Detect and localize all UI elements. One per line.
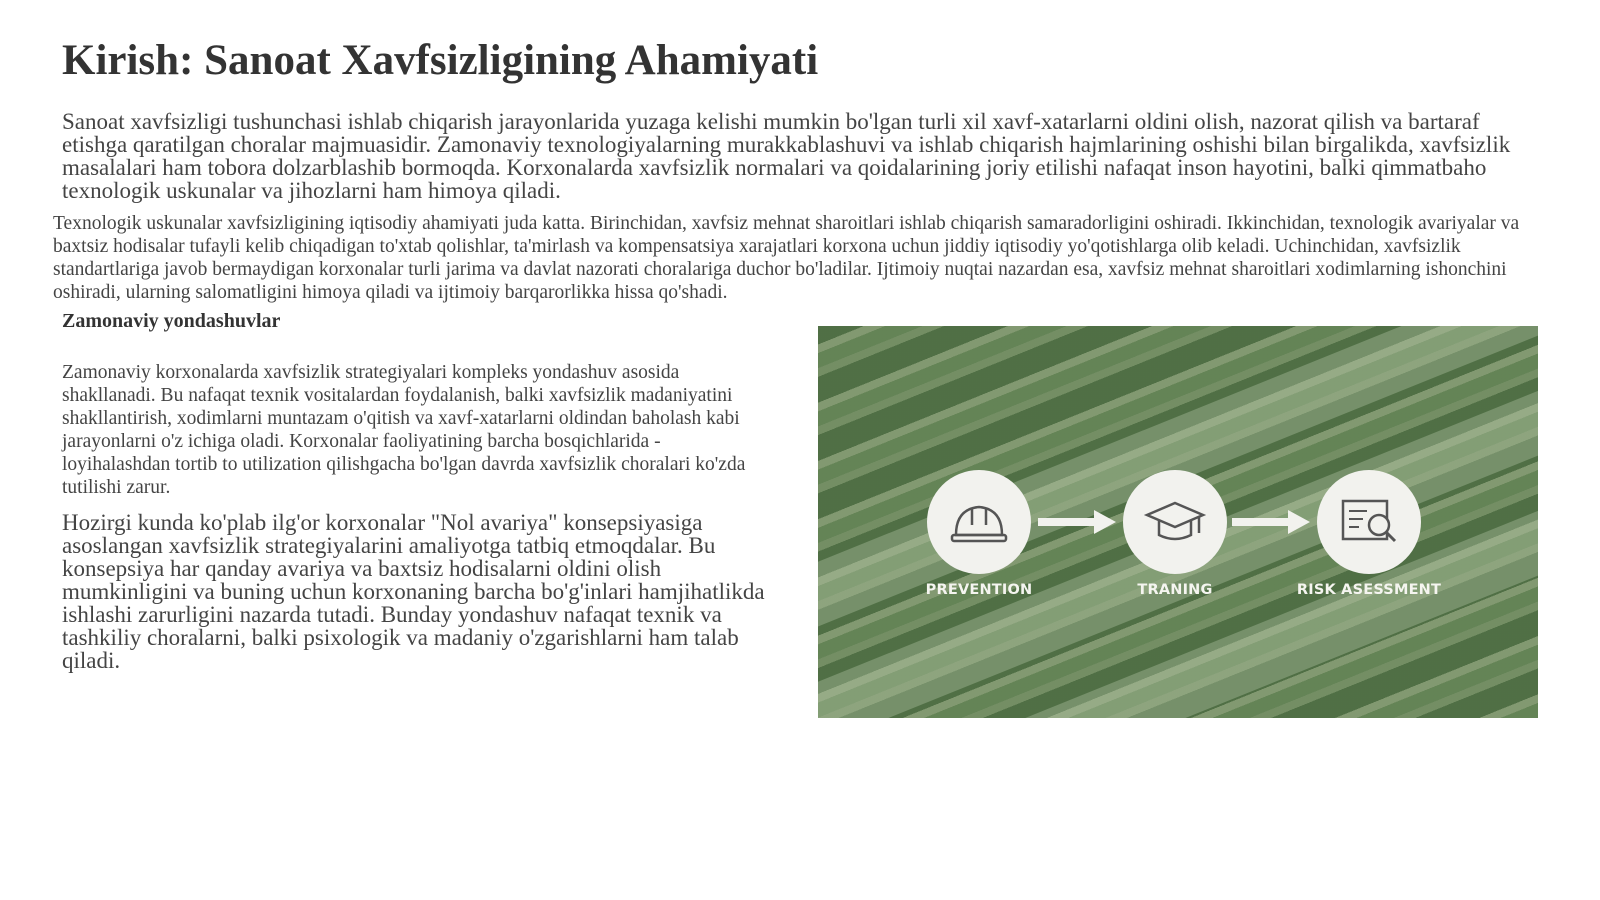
risk-assessment-step-circle — [1317, 470, 1421, 574]
prevention-step-label: PREVENTION — [925, 582, 1033, 598]
section-subheading: Zamonaviy yondashuvlar — [62, 310, 281, 332]
graduation-cap-icon — [1143, 495, 1207, 549]
blueprint-magnifier-icon — [1337, 493, 1401, 551]
arrow-right-icon — [1038, 508, 1118, 536]
zero-accident-paragraph: Hozirgi kunda ko'plab ilg'or korxonalar "Nol avariya" konsepsiyasiga asoslangan xavfsizlik strategiyalarini amaliyotga tatbiq etmoqdalar. Bu konsepsiya har qanday avariya va baxtsiz hodisalarni oldini olish mumkinligini va buning uchun korxonaning barcha bo'g'inlari hamjihatlikda ishlashi zarurligini nazarda tutadi. Bunday yondashuv nafaqat texnik va tashkiliy choralarni, balki psixologik va madaniy o'zgarishlarni ham talab qiladi. — [62, 510, 765, 673]
approach-paragraph: Zamonaviy korxonalarda xavfsizlik strategiyalari kompleks yondashuv asosida shakllanadi. Bu nafaqat texnik vositalardan foydalanish, balki xavfsizlik madaniyatini shakllantirish, xodimlarni muntazam o'qitish va xavf-xatarlarni oldindan baholash kabi jarayonlarni o'z ichiga oladi. Korxonalar faoliyatining barcha bosqichlarida - loyihalashdan tortib to utilization qilishgacha bo'lgan davrda xavfsizlik choralari ko'zda tutilishi zarur. — [62, 362, 746, 498]
slide-title: Kirish: Sanoat Xavfsizligining Ahamiyati — [62, 37, 819, 84]
factory-safety-image — [818, 326, 1538, 718]
hard-hat-icon — [948, 495, 1010, 549]
economic-paragraph: Texnologik uskunalar xavfsizligining iqtisodiy ahamiyati juda katta. Birinchidan, xavfsiz mehnat sharoitlari ishlab chiqarish samaradorligini oshiradi. Ikkinchidan, texnologik avariyalar va baxtsiz hodisalar tufayli kelib chiqadigan to'xtab qolishlar, ta'mirlash va kompensatsiya xarajatlari korxona uchun jiddiy iqtisodiy yo'qotishlarga olib keladi. Uchinchidan, xavfsizlik standartlariga javob bermaydigan korxonalar turli jarima va davlat nazorati choralariga duchor bo'ladilar. Ijtimoiy nuqtai nazardan esa, xavfsiz mehnat sharoitlari xodimlarning ishonchini oshiradi, ularning salomatligini himoya qiladi va ijtimoiy barqarorlikka hissa qo'shadi. — [53, 213, 1520, 303]
prevention-step-circle — [927, 470, 1031, 574]
intro-paragraph: Sanoat xavfsizligi tushunchasi ishlab chiqarish jarayonlarida yuzaga kelishi mumkin bo'lgan turli xil xavf-xatarlarni oldini olish, nazorat qilish va bartaraf etishga qaratilgan choralar majmuasidir. Zamonaviy texnologiyalarning murakkablashuvi va ishlab chiqarish hajmlarining oshishi bilan birgalikda, xavfsizlik masalalari ham tobora dolzarblashib bormoqda. Korxonalarda xavfsizlik normalari va qoidalarining joriy etilishi nafaqat inson hayotini, balki qimmatbaho texnologik uskunalar va jihozlarni ham himoya qiladi. — [62, 109, 1511, 203]
training-step-label: TRANING — [1137, 582, 1213, 598]
risk-assessment-step-label: RISK ASESSMENT — [1296, 582, 1442, 598]
arrow-right-icon — [1232, 508, 1312, 536]
training-step-circle — [1123, 470, 1227, 574]
